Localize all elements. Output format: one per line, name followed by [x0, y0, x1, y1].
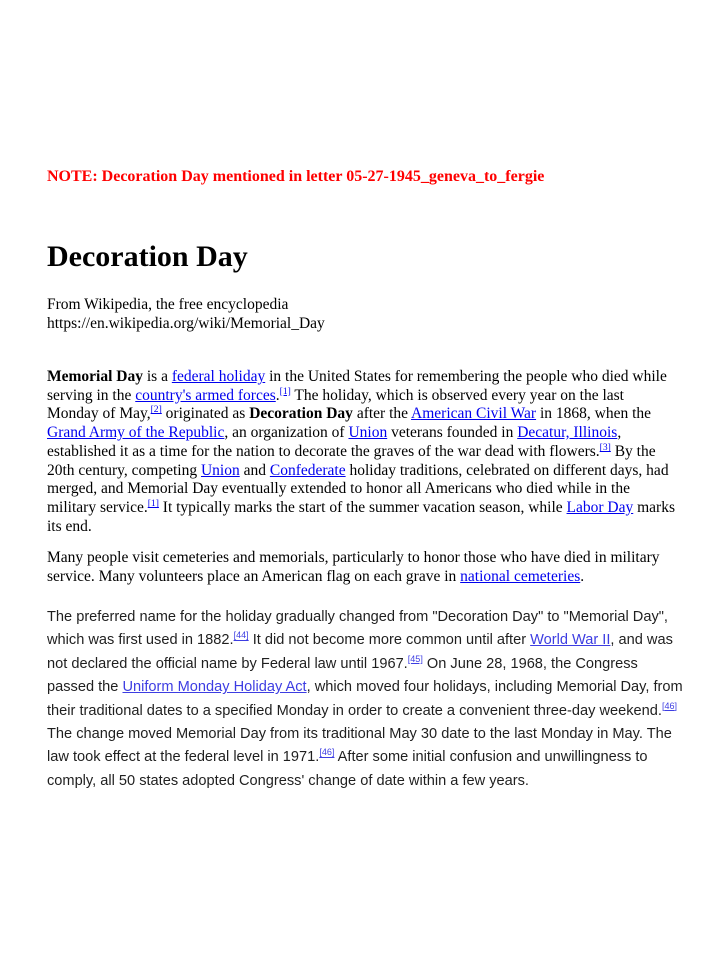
link-union[interactable]: Union [200, 461, 240, 479]
ref-link-3[interactable]: [3] [599, 441, 611, 453]
link-confederate[interactable]: Confederate [269, 461, 346, 479]
ref-link-44[interactable]: [44] [233, 630, 249, 641]
link-uniform-monday-holiday-act[interactable]: Uniform Monday Holiday Act [122, 679, 307, 696]
reference-superscript [148, 498, 159, 509]
source-block [47, 295, 325, 333]
link-world-war-ii[interactable]: World War II [530, 632, 611, 649]
reference-superscript [600, 442, 611, 453]
ref-link-45[interactable]: [45] [407, 653, 423, 664]
ref-link-1[interactable]: [1] [279, 385, 291, 397]
ref-link-1[interactable]: [1] [147, 497, 159, 509]
bold-text-decoration-day: Decoration Day [249, 405, 353, 423]
url-line: https://en.wikipedia.org/wiki/Memorial_Day [47, 315, 325, 332]
reference-superscript [234, 631, 249, 641]
reference-superscript [319, 748, 334, 758]
link-american-civil-war[interactable]: American Civil War [411, 405, 537, 423]
note-banner: NOTE: Decoration Day mentioned in letter 05-27-1945_geneva_to_fergie [47, 168, 545, 185]
link-federal-holiday[interactable]: federal holiday [171, 368, 266, 385]
paragraph-lead: Memorial Day is a federal holiday in the United States for remembering the people who died while serving in the country's armed forces.[1] The holiday, which is observed every year on the last Monday of May,[2] originated as Decoration Day after the American Civil War in 1868, when the Grand Army of the Republic, an organization of Union veterans founded in Decatur, Illinois, established it as a time for the nation to decorate the graves of the war dead with flowers.[3] By the 20th century, competing Union and Confederate holiday traditions, celebrated on different days, had merged, and Memorial Day eventually extended to honor all Americans who died while in the military service.[1] It typically marks the start of the summer vacation season, while Labor Day marks its end. [47, 368, 676, 535]
paragraph-cemeteries: Many people visit cemeteries and memorials, particularly to honor those who have died in military service. Many volunteers place an American flag on each grave in national cemeteries. [47, 549, 660, 585]
link-union[interactable]: Union [348, 424, 388, 442]
paragraph-name-history: The preferred name for the holiday gradually changed from "Decoration Day" to "Memorial Day", which was first used in 1882.[44] It did not become more common until after World War II, and was not declared the official name by Federal law until 1967.[45] On June 28, 1968, the Congress passed the Uniform Monday Holiday Act, which moved four holidays, including Memorial Day, from their traditional dates to a specified Monday in order to create a convenient three-day weekend.[46] The change moved Memorial Day from its traditional May 30 date to the last Monday in May. The law took effect at the federal level in 1971.[46] After some initial confusion and unwillingness to comply, all 50 states adopted Congress' change of date within a few years. [47, 609, 683, 789]
reference-superscript [408, 654, 423, 664]
link-labor-day[interactable]: Labor Day [566, 498, 634, 516]
reference-superscript [662, 701, 677, 711]
page-title: Decoration Day [47, 240, 248, 273]
reference-superscript [280, 386, 291, 397]
source-line: From Wikipedia, the free encyclopedia [47, 296, 289, 313]
ref-link-2[interactable]: [2] [150, 404, 162, 416]
link-country-s-armed-forces[interactable]: country's armed forces [135, 386, 276, 404]
link-national-cemeteries[interactable]: national cemeteries [460, 567, 581, 585]
bold-text-memorial-day: Memorial Day [47, 368, 143, 385]
ref-link-46[interactable]: [46] [319, 747, 335, 758]
link-grand-army-of-the-republic[interactable]: Grand Army of the Republic [47, 424, 225, 442]
link-decatur-illinois[interactable]: Decatur, Illinois [517, 424, 618, 442]
reference-superscript [151, 404, 162, 415]
ref-link-46[interactable]: [46] [661, 700, 678, 711]
